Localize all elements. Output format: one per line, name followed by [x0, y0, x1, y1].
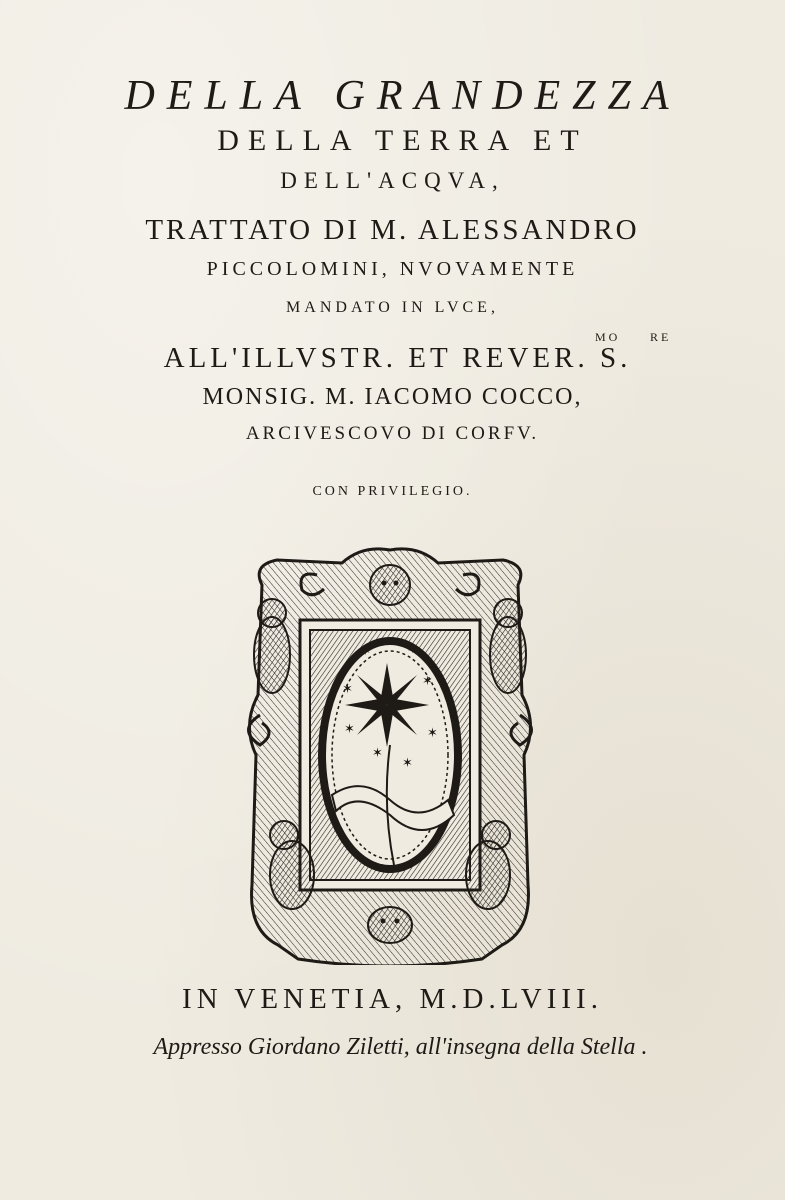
title-line-2: DELLA TERRA ET [217, 124, 588, 157]
svg-text:✶: ✶ [344, 722, 355, 737]
title-line-5: PICCOLOMINI, NVOVAMENTE [206, 258, 579, 280]
title-line-3: DELL'ACQVA, [280, 168, 505, 193]
dedication-line-3: ARCIVESCOVO DI CORFV. [245, 423, 540, 444]
imprint-printer: Appresso Giordano Ziletti, all'insegna della Stella . [153, 1034, 648, 1060]
superscript-re: RE [650, 330, 672, 344]
dedication-line-1: ALL'ILLVSTR. ET REVER. S. [163, 342, 632, 374]
svg-text:✶: ✶ [407, 642, 418, 657]
imprint-place-date: IN VENETIA, M.D.LVIII. [182, 983, 603, 1015]
svg-text:✶: ✶ [427, 726, 438, 741]
svg-text:✶: ✶ [372, 746, 383, 761]
svg-text:✶: ✶ [422, 674, 433, 689]
dedication-line-2: MONSIG. M. IACOMO COCCO, [202, 384, 583, 410]
svg-text:✶: ✶ [360, 644, 371, 659]
title-line-4: TRATTATO DI M. ALESSANDRO [145, 214, 640, 246]
title-line-6: MANDATO IN LVCE, [286, 299, 499, 316]
svg-text:✶: ✶ [402, 756, 413, 771]
svg-text:✶: ✶ [342, 682, 353, 697]
privilege-line: CON PRIVILEGIO. [312, 484, 473, 499]
title-line-1: DELLA GRANDEZZA [124, 73, 681, 119]
printers-device-emblem [232, 545, 548, 965]
superscript-mo: MO [595, 330, 621, 344]
